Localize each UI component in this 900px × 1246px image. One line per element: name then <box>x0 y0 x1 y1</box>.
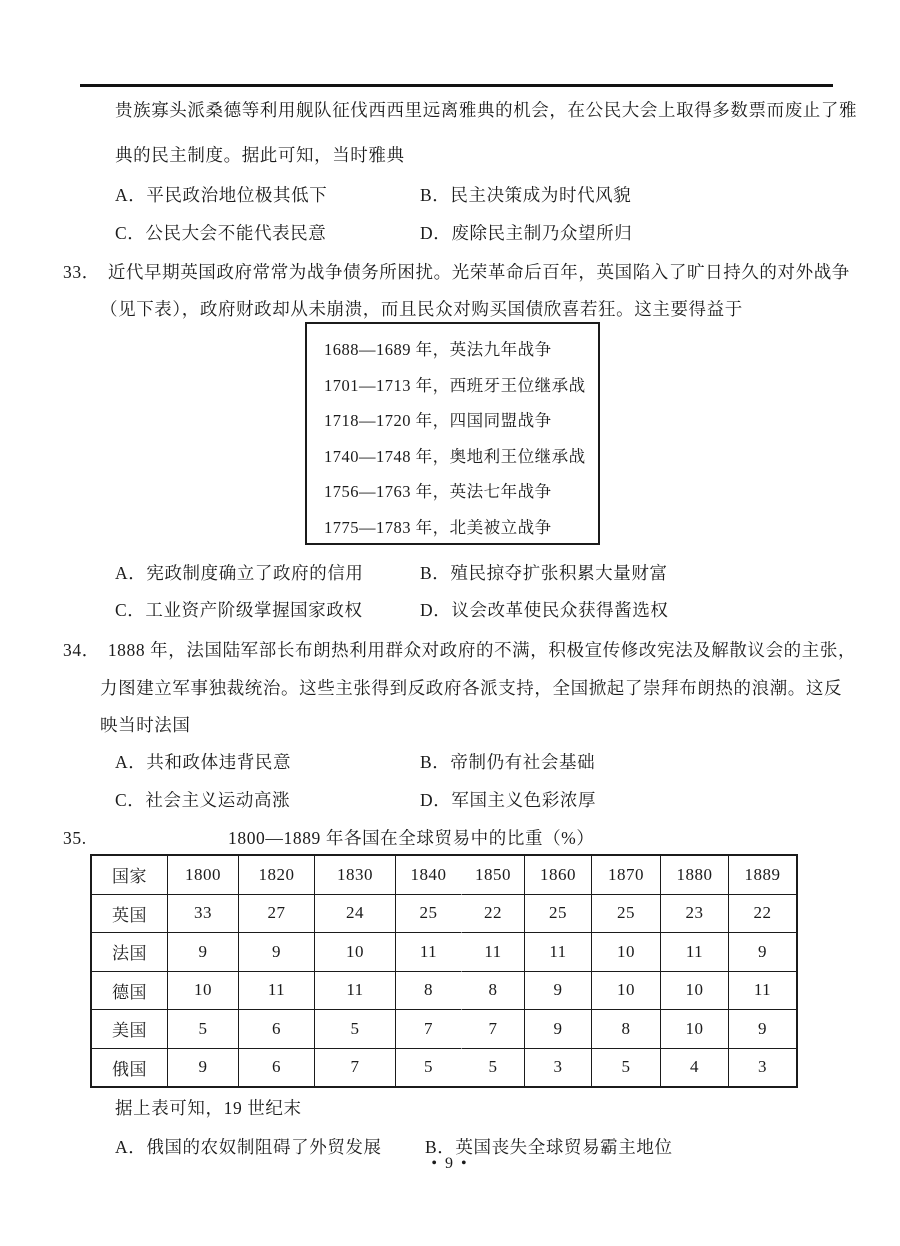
q34-stem-line1 <box>63 639 856 661</box>
trade-table-header-cell: 1860 <box>525 856 592 895</box>
trade-table-cell: 8 <box>462 972 525 1011</box>
trade-table-cell: 5 <box>168 1010 239 1049</box>
q34-option-a: A．共和政体违背民意 <box>115 752 292 772</box>
q33-option-a: A．宪政制度确立了政府的信用 <box>115 563 364 583</box>
trade-table-cell: 英国 <box>92 895 168 934</box>
q32-option-c: C．公民大会不能代表民意 <box>115 223 327 243</box>
trade-table-row <box>92 895 796 934</box>
trade-table-header-cell: 1840 <box>396 856 462 895</box>
trade-table-row <box>92 1049 796 1087</box>
war-table-row: 1756—1763 年，英法七年战争 <box>324 482 552 501</box>
q33-stem-text: 近代早期英国政府常常为战争债务所困扰。光荣革命后百年，英国陷入了旷日持久的对外战争 <box>107 262 850 282</box>
q33-option-b: B．殖民掠夺扩张积累大量财富 <box>420 563 668 583</box>
trade-table-cell: 11 <box>661 933 729 972</box>
trade-table-row <box>92 1010 796 1049</box>
trade-table-cell: 22 <box>462 895 525 934</box>
trade-table-cell: 25 <box>592 895 661 934</box>
trade-table-header-row <box>92 856 796 895</box>
trade-table-cell: 9 <box>525 1010 592 1049</box>
trade-table-header-cell: 1850 <box>462 856 525 895</box>
trade-table-cell: 10 <box>168 972 239 1011</box>
trade-table-cell: 3 <box>525 1049 592 1087</box>
q35-number: 35. <box>63 828 87 848</box>
trade-table-cell: 10 <box>661 1010 729 1049</box>
page-number: • 9 • <box>431 1155 469 1172</box>
q33-number: 33． <box>63 262 100 282</box>
war-table-row: 1718—1720 年，四国同盟战争 <box>324 411 552 430</box>
trade-table-cell: 5 <box>592 1049 661 1087</box>
war-table <box>305 322 600 545</box>
trade-table-cell: 俄国 <box>92 1049 168 1087</box>
q35-option-a: A．俄国的农奴制阻碍了外贸发展 <box>115 1137 382 1157</box>
trade-table-cell: 11 <box>462 933 525 972</box>
trade-table-header-cell: 1870 <box>592 856 661 895</box>
q33-option-d: D．议会改革使民众获得酱选权 <box>420 600 669 620</box>
trade-table-header-cell: 国家 <box>92 856 168 895</box>
trade-table-cell: 10 <box>592 933 661 972</box>
trade-table-cell: 9 <box>168 1049 239 1087</box>
q32-option-b: B．民主决策成为时代风貌 <box>420 185 632 205</box>
war-table-row: 1740—1748 年，奥地利王位继承战 <box>324 446 586 466</box>
trade-table-cell: 22 <box>729 895 796 934</box>
trade-table-cell: 4 <box>661 1049 729 1087</box>
trade-table-cell: 10 <box>661 972 729 1011</box>
trade-table-cell: 9 <box>239 933 315 972</box>
q33-stem-line2: （见下表），政府财政却从未崩溃，而且民众对购买国债欣喜若狂。这主要得益于 <box>100 299 743 319</box>
trade-table-cell: 7 <box>396 1010 462 1049</box>
trade-table-cell: 6 <box>239 1049 315 1087</box>
trade-table-cell: 6 <box>239 1010 315 1049</box>
q34-option-b: B．帝制仍有社会基础 <box>420 752 596 772</box>
trade-table-cell: 10 <box>315 933 396 972</box>
trade-table-cell: 27 <box>239 895 315 934</box>
q33-option-c: C．工业资产阶级掌握国家政权 <box>115 600 363 620</box>
trade-table-cell: 8 <box>396 972 462 1011</box>
q32-option-d: D．废除民主制乃众望所归 <box>420 223 633 243</box>
q35-table-title: 1800—1889 年各国在全球贸易中的比重（%） <box>228 828 595 848</box>
trade-table-cell: 9 <box>168 933 239 972</box>
trade-table-cell: 9 <box>525 972 592 1011</box>
q32-option-a: A．平民政治地位极其低下 <box>115 185 328 205</box>
trade-table-cell: 25 <box>525 895 592 934</box>
trade-table-header-cell: 1830 <box>315 856 396 895</box>
q32-stem-line1: 贵族寡头派桑德等利用舰队征伐西西里远离雅典的机会，在公民大会上取得多数票而废止了雅 <box>115 100 858 120</box>
trade-table-cell: 德国 <box>92 972 168 1011</box>
trade-table-cell: 7 <box>462 1010 525 1049</box>
q35-conclusion: 据上表可知，19 世纪末 <box>115 1098 302 1118</box>
trade-table-cell: 9 <box>729 933 796 972</box>
trade-table-cell: 11 <box>396 933 462 972</box>
trade-table-cell: 11 <box>729 972 796 1011</box>
trade-table-cell: 11 <box>239 972 315 1011</box>
trade-table-cell: 23 <box>661 895 729 934</box>
trade-table-cell: 法国 <box>92 933 168 972</box>
war-table-row: 1701—1713 年，西班牙王位继承战 <box>324 375 586 395</box>
trade-table-header-cell: 1880 <box>661 856 729 895</box>
header-divider <box>80 84 833 87</box>
q35-option-b: B．英国丧失全球贸易霸主地位 <box>425 1137 673 1157</box>
trade-table-cell: 美国 <box>92 1010 168 1049</box>
trade-table-cell: 24 <box>315 895 396 934</box>
trade-table-cell: 7 <box>315 1049 396 1087</box>
trade-table-header-cell: 1889 <box>729 856 796 895</box>
trade-table-cell: 5 <box>315 1010 396 1049</box>
q34-option-d: D．军国主义色彩浓厚 <box>420 790 597 810</box>
trade-table-cell: 5 <box>424 1057 433 1077</box>
q34-stem-text: 1888 年，法国陆军部长布朗热利用群众对政府的不满，积极宣传修改宪法及解散议会的主张， <box>107 640 857 660</box>
trade-table-cell: 11 <box>315 972 396 1011</box>
trade-table-container <box>90 854 798 1088</box>
trade-table-header-cell: 1800 <box>168 856 239 895</box>
trade-table-cell: 5 <box>462 1049 525 1087</box>
trade-table <box>90 854 798 1088</box>
trade-table-cell: 9 <box>729 1010 796 1049</box>
war-table-row: 1775—1783 年，北美被立战争 <box>324 517 552 537</box>
trade-table-row <box>92 933 796 972</box>
trade-table-cell: 25 <box>396 895 462 934</box>
war-table-row: 1688—1689 年，英法九年战争 <box>324 340 552 359</box>
q34-number: 34． <box>63 640 100 660</box>
q34-stem-line3: 映当时法国 <box>100 715 191 735</box>
trade-table-header-cell: 1820 <box>239 856 315 895</box>
q33-stem-line1 <box>63 261 850 283</box>
trade-table-cell: 3 <box>758 1057 767 1077</box>
trade-table-cell: 10 <box>592 972 661 1011</box>
q34-stem-line2: 力图建立军事独裁统治。这些主张得到反政府各派支持，全国掀起了崇拜布朗热的浪潮。这反 <box>100 678 843 698</box>
q32-stem-line2: 典的民主制度。据此可知，当时雅典 <box>115 145 405 165</box>
trade-table-row <box>92 972 796 1011</box>
trade-table-cell: 11 <box>525 933 592 972</box>
trade-table-cell: 33 <box>168 895 239 934</box>
q34-option-c: C．社会主义运动高涨 <box>115 790 291 810</box>
trade-table-cell: 8 <box>592 1010 661 1049</box>
